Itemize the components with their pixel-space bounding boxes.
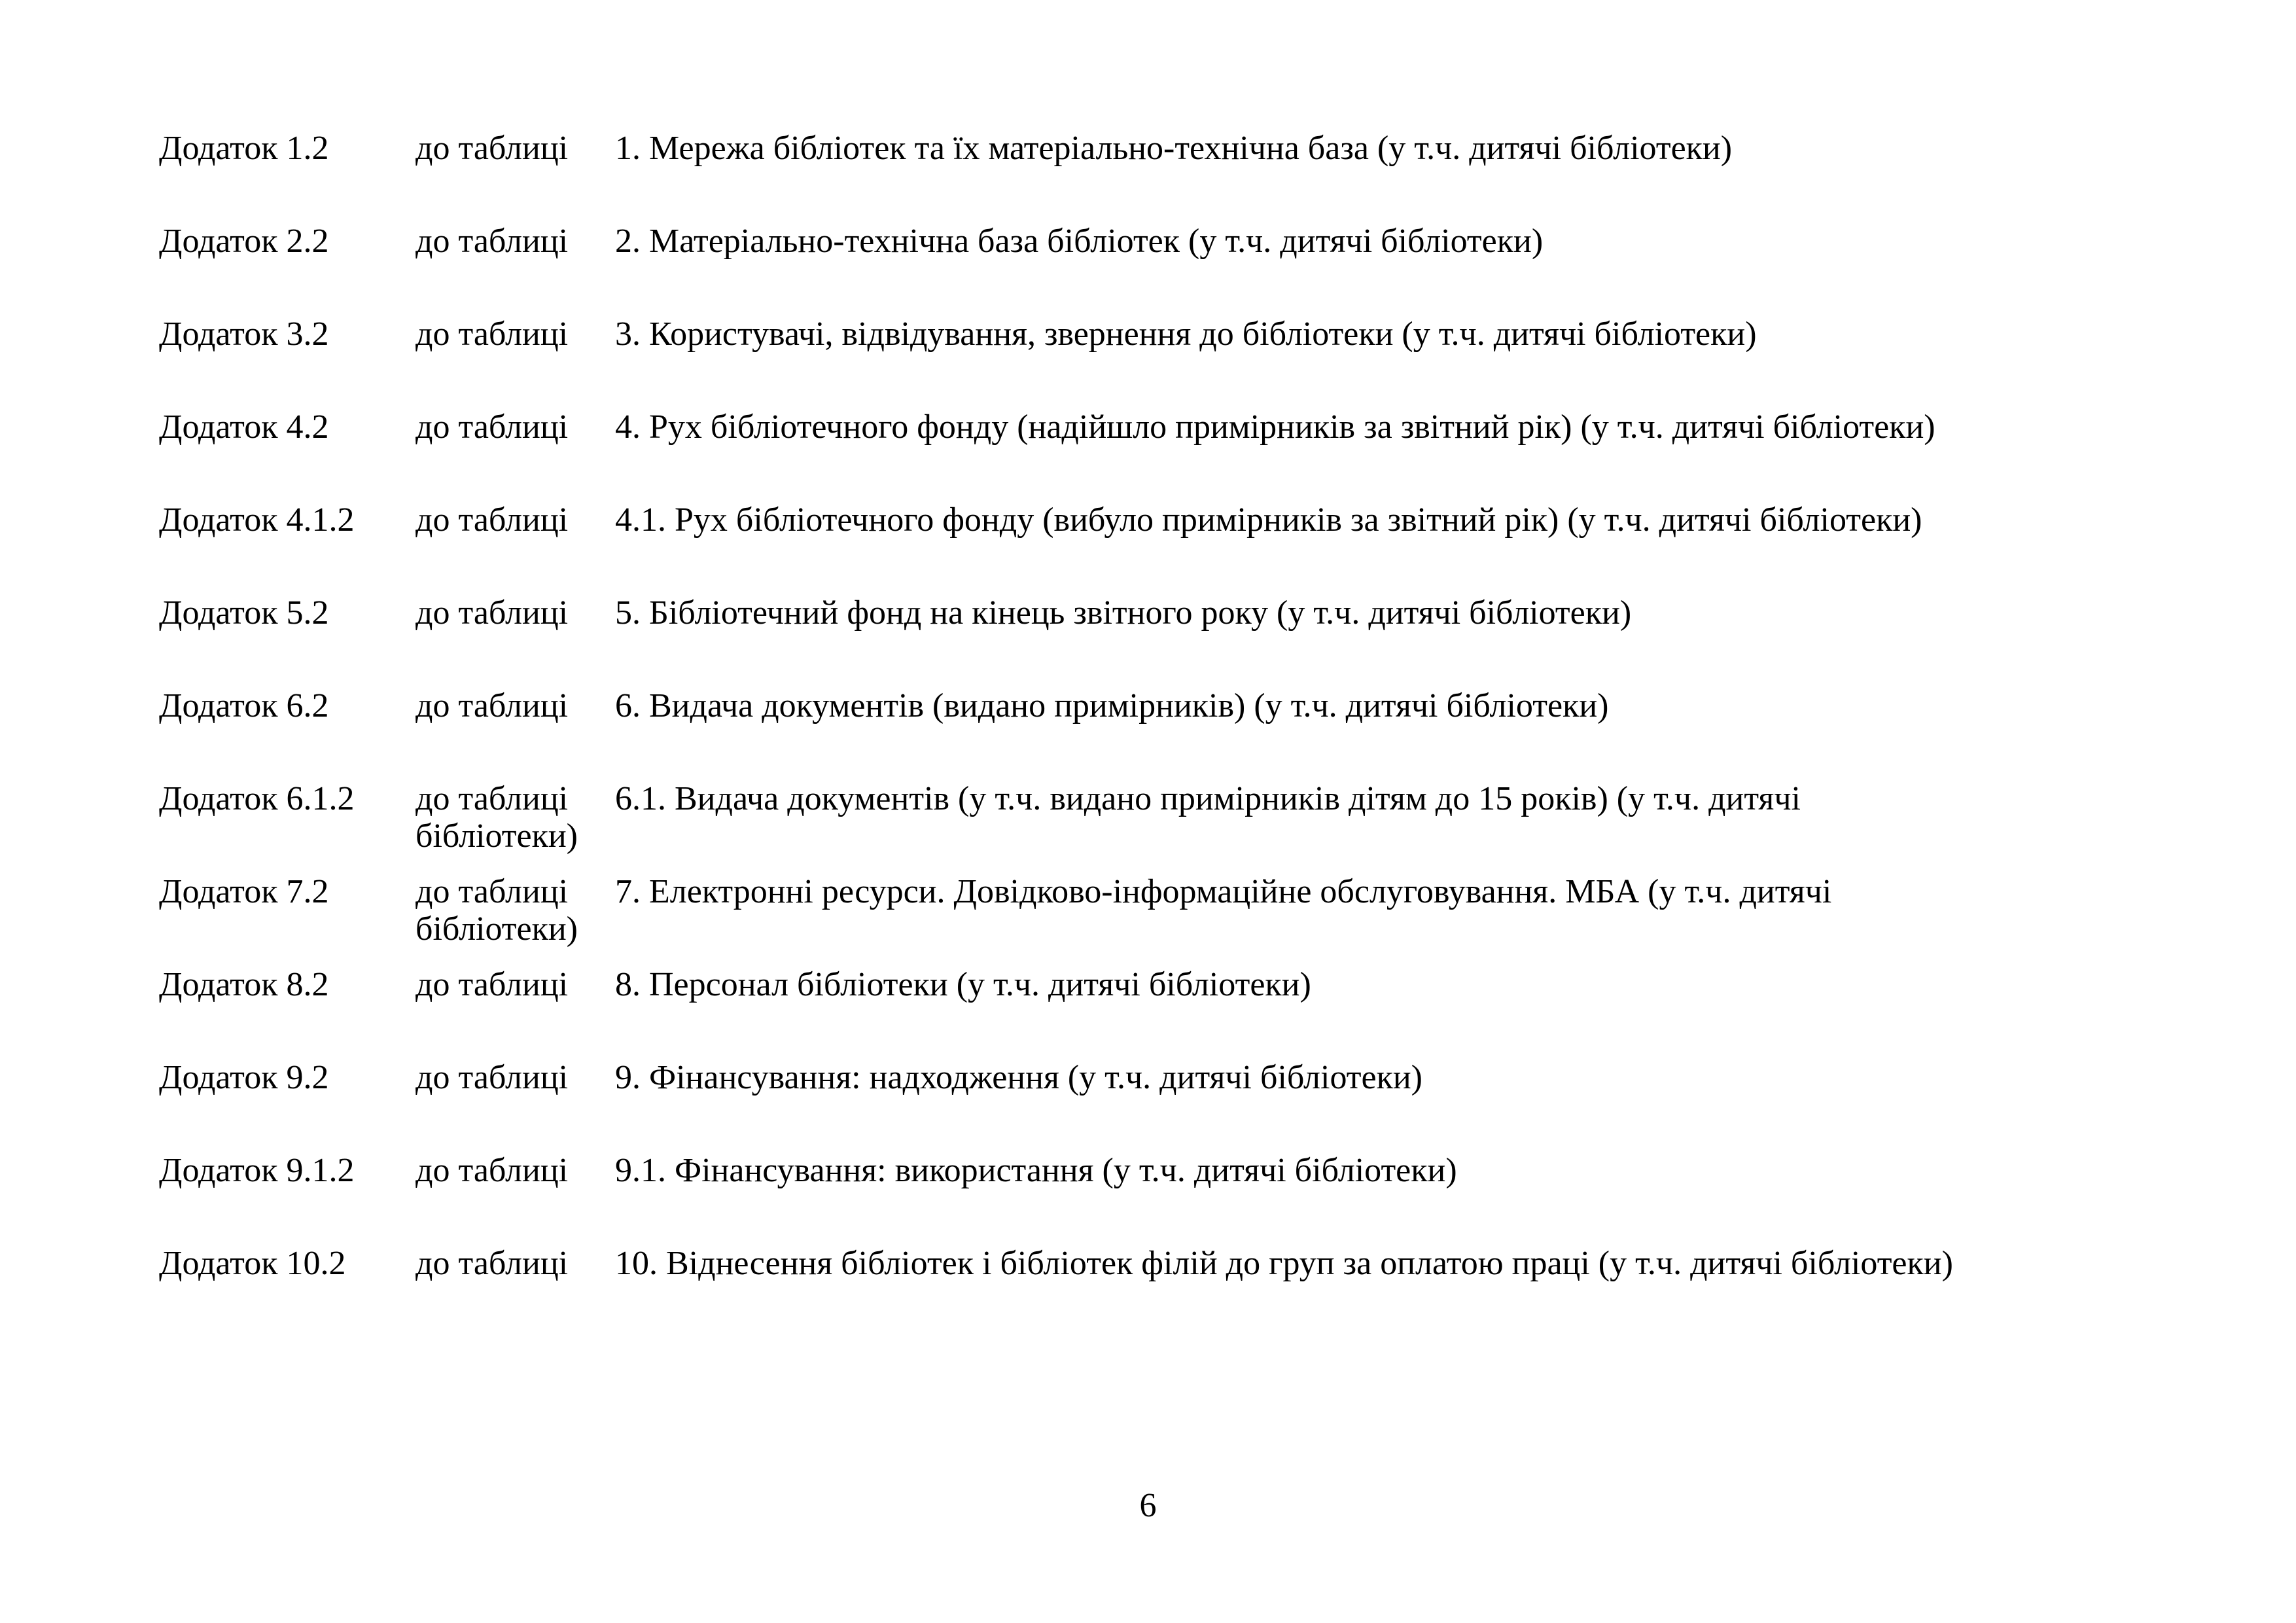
table-reference: до таблиці <box>415 315 569 353</box>
appendix-number: Додаток 4.2 <box>159 408 329 446</box>
table-reference: до таблиці <box>415 223 569 260</box>
table-reference: до таблиці <box>415 501 569 539</box>
table-reference: до таблиці <box>415 780 569 817</box>
table-reference: до таблиці <box>415 1245 569 1282</box>
table-title: 6. Видача документів (видано примірників) (у т.ч. дитячі бібліотеки) <box>615 687 1609 724</box>
table-title: 9. Фінансування: надходження (у т.ч. дитячі бібліотеки) <box>615 1059 1422 1096</box>
appendix-number: Додаток 9.2 <box>159 1059 329 1096</box>
appendix-number: Додаток 10.2 <box>159 1245 346 1282</box>
table-reference: до таблиці <box>415 594 569 632</box>
table-reference: до таблиці <box>415 1059 569 1096</box>
table-reference: до таблиці <box>415 1152 569 1189</box>
table-title: 10. Віднесення бібліотек і бібліотек філій до груп за оплатою праці (у т.ч. дитячі бібліотеки) <box>615 1245 1953 1282</box>
appendix-number: Додаток 6.2 <box>159 687 329 724</box>
table-reference: до таблиці <box>415 873 569 910</box>
table-title: 7. Електронні ресурси. Довідково-інформаційне обслуговування. МБА (у т.ч. дитячі <box>615 873 1832 910</box>
table-title: 1. Мережа бібліотек та їх матеріально-технічна база (у т.ч. дитячі бібліотеки) <box>615 130 1733 167</box>
table-title: 2. Матеріально-технічна база бібліотек (у т.ч. дитячі бібліотеки) <box>615 223 1544 260</box>
appendix-number: Додаток 9.1.2 <box>159 1152 355 1189</box>
table-title: 4. Рух бібліотечного фонду (надійшло примірників за звітний рік) (у т.ч. дитячі бібліотеки) <box>615 408 1935 446</box>
appendix-number: Додаток 4.1.2 <box>159 501 355 539</box>
table-title: 5. Бібліотечний фонд на кінець звітного року (у т.ч. дитячі бібліотеки) <box>615 594 1632 632</box>
table-title: 8. Персонал бібліотеки (у т.ч. дитячі бібліотеки) <box>615 966 1311 1003</box>
table-title: 4.1. Рух бібліотечного фонду (вибуло примірників за звітний рік) (у т.ч. дитячі бібліотеки) <box>615 501 1922 539</box>
table-reference: до таблиці <box>415 408 569 446</box>
appendix-number: Додаток 3.2 <box>159 315 329 353</box>
table-title: 9.1. Фінансування: використання (у т.ч. дитячі бібліотеки) <box>615 1152 1457 1189</box>
appendix-number: Додаток 2.2 <box>159 223 329 260</box>
appendix-number: Додаток 5.2 <box>159 594 329 632</box>
appendix-number: Додаток 7.2 <box>159 873 329 910</box>
table-reference: до таблиці <box>415 687 569 724</box>
appendix-number: Додаток 8.2 <box>159 966 329 1003</box>
page-number: 6 <box>1139 1487 1157 1524</box>
appendix-number: Додаток 1.2 <box>159 130 329 167</box>
table-title-continuation: бібліотеки) <box>415 817 578 855</box>
table-reference: до таблиці <box>415 966 569 1003</box>
table-title: 6.1. Видача документів (у т.ч. видано примірників дітям до 15 років) (у т.ч. дитячі <box>615 780 1801 817</box>
table-title-continuation: бібліотеки) <box>415 910 578 948</box>
table-title: 3. Користувачі, відвідування, звернення до бібліотеки (у т.ч. дитячі бібліотеки) <box>615 315 1757 353</box>
table-reference: до таблиці <box>415 130 569 167</box>
appendix-number: Додаток 6.1.2 <box>159 780 355 817</box>
